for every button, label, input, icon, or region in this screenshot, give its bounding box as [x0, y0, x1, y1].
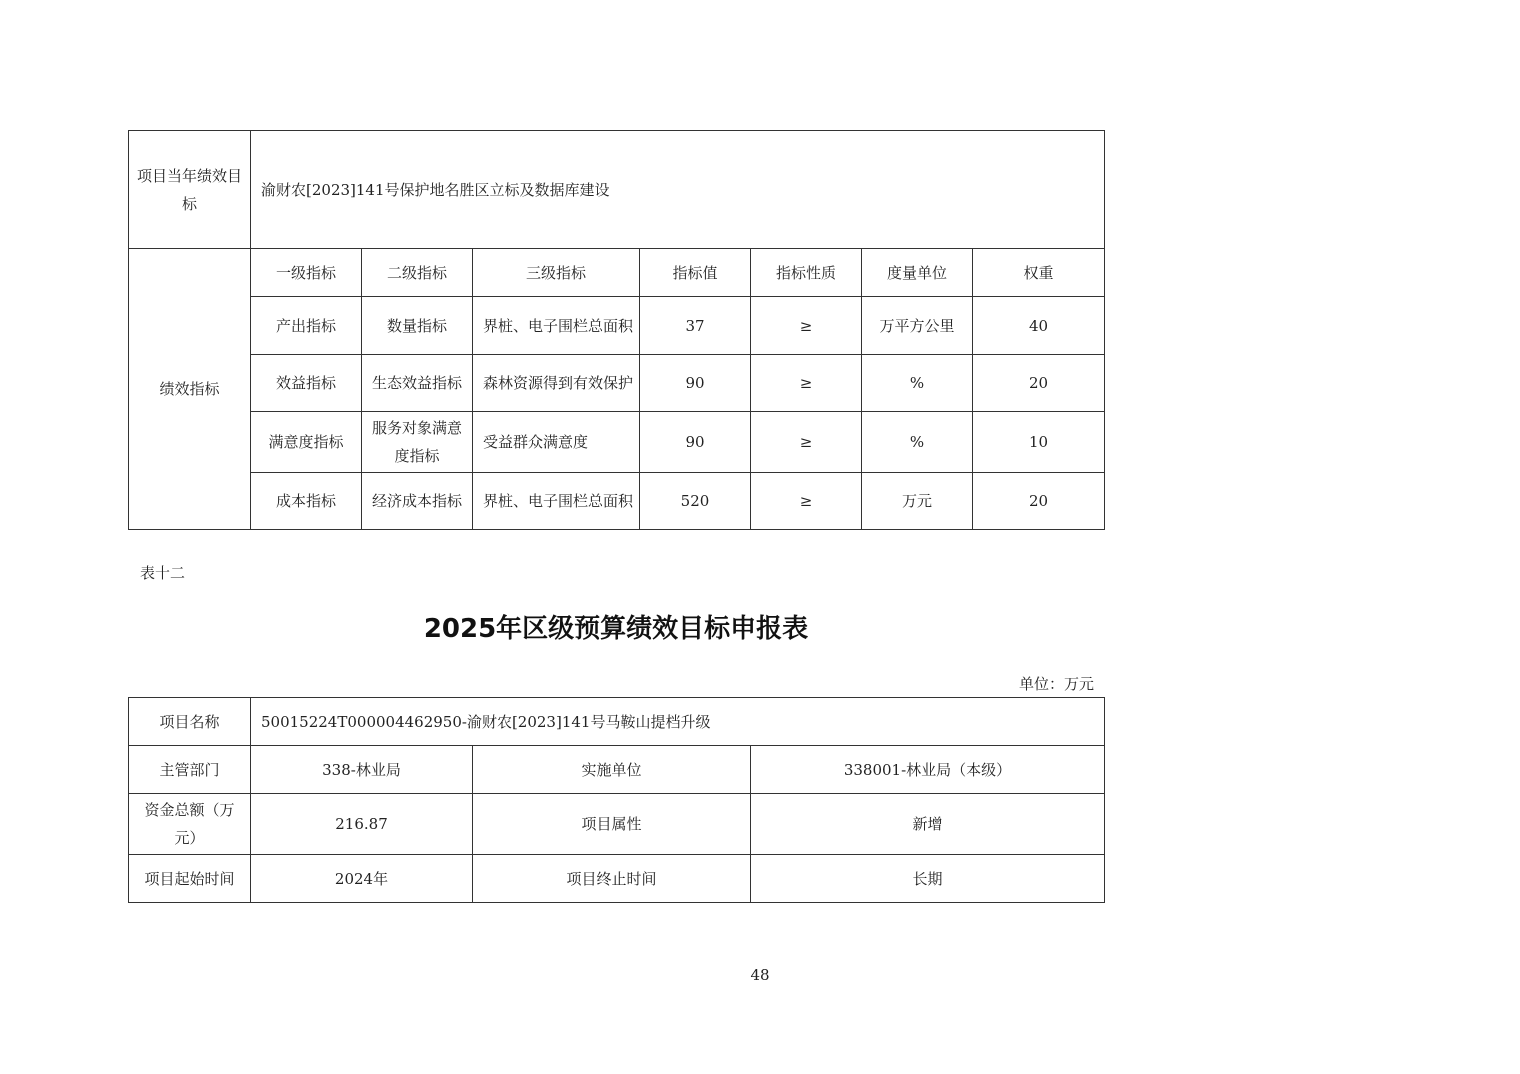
header-level3: 三级指标 — [473, 249, 640, 297]
cell-level1: 效益指标 — [251, 355, 362, 412]
end-value: 长期 — [751, 855, 1105, 903]
performance-table — [128, 130, 1105, 530]
period-row — [129, 855, 1105, 903]
header-value: 指标值 — [640, 249, 751, 297]
goal-row — [129, 131, 1105, 249]
department-row — [129, 746, 1105, 794]
cell-weight: 10 — [973, 412, 1105, 473]
cell-nature: ≥ — [751, 297, 862, 355]
document-title: 2025年区级预算绩效目标申报表 — [423, 614, 809, 644]
header-weight: 权重 — [973, 249, 1105, 297]
cell-value: 37 — [640, 297, 751, 355]
cell-value: 520 — [640, 473, 751, 530]
goal-value: 渝财农[2023]141号保护地名胜区立标及数据库建设 — [251, 131, 1105, 249]
indicator-header-row — [129, 249, 1105, 297]
header-unit: 度量单位 — [862, 249, 973, 297]
fund-value: 216.87 — [251, 794, 473, 855]
cell-nature: ≥ — [751, 473, 862, 530]
header-level2: 二级指标 — [362, 249, 473, 297]
cell-level3: 森林资源得到有效保护 — [473, 355, 640, 412]
cell-weight: 20 — [973, 355, 1105, 412]
cell-nature: ≥ — [751, 355, 862, 412]
project-info-table — [128, 697, 1105, 903]
header-nature: 指标性质 — [751, 249, 862, 297]
header-level1: 一级指标 — [251, 249, 362, 297]
page-number: 48 — [750, 966, 770, 984]
project-name-value: 50015224T000004462950-渝财农[2023]141号马鞍山提档升级 — [251, 698, 1105, 746]
cell-level3: 受益群众满意度 — [473, 412, 640, 473]
cell-level3: 界桩、电子围栏总面积 — [473, 473, 640, 530]
cell-weight: 20 — [973, 473, 1105, 530]
attr-label: 项目属性 — [473, 794, 751, 855]
cell-level2: 数量指标 — [362, 297, 473, 355]
cell-value: 90 — [640, 412, 751, 473]
end-label: 项目终止时间 — [473, 855, 751, 903]
attr-value: 新增 — [751, 794, 1105, 855]
table-number: 表十二 — [140, 564, 186, 582]
cell-unit: % — [862, 412, 973, 473]
cell-weight: 40 — [973, 297, 1105, 355]
cell-unit: 万平方公里 — [862, 297, 973, 355]
cell-level2: 生态效益指标 — [362, 355, 473, 412]
dept-label: 主管部门 — [129, 746, 251, 794]
table-row — [129, 355, 1105, 412]
start-label: 项目起始时间 — [129, 855, 251, 903]
cell-unit: % — [862, 355, 973, 412]
goal-label: 项目当年绩效目标 — [129, 131, 251, 249]
table-row — [129, 473, 1105, 530]
indicator-section-label: 绩效指标 — [129, 249, 251, 530]
table-row — [129, 297, 1105, 355]
cell-unit: 万元 — [862, 473, 973, 530]
cell-level1: 成本指标 — [251, 473, 362, 530]
impl-unit-label: 实施单位 — [473, 746, 751, 794]
project-name-row — [129, 698, 1105, 746]
cell-nature: ≥ — [751, 412, 862, 473]
fund-row — [129, 794, 1105, 855]
cell-level2: 服务对象满意度指标 — [362, 412, 473, 473]
cell-level1: 满意度指标 — [251, 412, 362, 473]
cell-level1: 产出指标 — [251, 297, 362, 355]
project-name-label: 项目名称 — [129, 698, 251, 746]
cell-level3: 界桩、电子围栏总面积 — [473, 297, 640, 355]
impl-unit-value: 338001-林业局（本级） — [751, 746, 1105, 794]
unit-label: 单位：万元 — [1018, 675, 1094, 693]
dept-value: 338-林业局 — [251, 746, 473, 794]
cell-value: 90 — [640, 355, 751, 412]
fund-label: 资金总额（万元） — [129, 794, 251, 855]
table-row — [129, 412, 1105, 473]
cell-level2: 经济成本指标 — [362, 473, 473, 530]
start-value: 2024年 — [251, 855, 473, 903]
